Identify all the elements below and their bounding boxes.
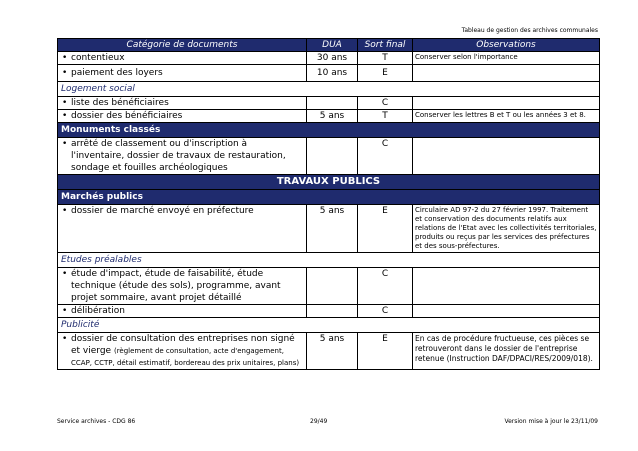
row-sort: C	[358, 138, 413, 175]
section-title: Logement social	[58, 82, 600, 97]
row-sort: C	[358, 305, 413, 318]
chapter-row	[58, 175, 600, 190]
row-sort: T	[358, 52, 413, 65]
row-observation	[413, 305, 600, 318]
row-text: délibération	[71, 306, 125, 316]
row-sort: T	[358, 110, 413, 123]
footer-right: Version mise à jour le 23/11/09	[504, 418, 598, 425]
row-observation	[413, 138, 600, 175]
row-dua: 5 ans	[307, 110, 358, 123]
col-header-category: Catégorie de documents	[58, 39, 307, 52]
section-title: Monuments classés	[58, 123, 600, 138]
section-row	[58, 318, 600, 333]
row-observation	[413, 268, 600, 305]
chapter-title: TRAVAUX PUBLICS	[58, 175, 600, 190]
row-observation	[413, 65, 600, 82]
section-row	[58, 82, 600, 97]
row-sort: E	[358, 205, 413, 253]
row-dua	[307, 305, 358, 318]
row-dua	[307, 138, 358, 175]
row-dua	[307, 97, 358, 110]
section-row	[58, 190, 600, 205]
col-header-observations: Observations	[413, 39, 600, 52]
section-row	[58, 253, 600, 268]
table-row: • contentieux 30 ans T Conserver selon l'importance	[58, 52, 600, 65]
row-sort: E	[358, 333, 413, 370]
table-row: • délibération C	[58, 305, 600, 318]
row-dua: 10 ans	[307, 65, 358, 82]
section-row	[58, 123, 600, 138]
row-sort: C	[358, 268, 413, 305]
row-observation: Conserver les lettres B et T ou les années 3 et 8.	[413, 110, 600, 123]
table-row: • dossier de consultation des entreprises non signé et vierge (règlement de consultation, acte d'engagement, CCAP, CCTP, détail estimatif, bordereau des prix unitaires, plans) 5 ans E En cas de procédure fructueuse, ces pièces se retrouveront dans le dossier de l'entreprise retenue (Instruction DAF/DPACI/RES/2009/018).	[58, 333, 600, 370]
archive-table-container	[57, 38, 599, 370]
row-text: dossier des bénéficiaires	[71, 111, 183, 121]
table-row: • dossier de marché envoyé en préfecture 5 ans E Circulaire AD 97-2 du 27 février 1997. Traitement et conservation des documents relatifs aux relations de l'Etat avec les collectivités territoriales, produits ou reçus par les services des préfectures et des sous-préfectures.	[58, 205, 600, 253]
row-observation: En cas de procédure fructueuse, ces pièces se retrouveront dans le dossier de l'entreprise retenue (Instruction DAF/DPACI/RES/2009/018).	[413, 333, 600, 370]
row-sort: C	[358, 97, 413, 110]
row-text: arrêté de classement ou d'inscription à l'inventaire, dossier de travaux de restauration, sondage et fouilles archéologiques	[71, 139, 286, 173]
row-observation	[413, 97, 600, 110]
row-text-detail: (règlement de consultation, acte d'engagement, CCAP, CCTP, détail estimatif, bordereau des prix unitaires, plans)	[71, 347, 300, 367]
col-header-sort: Sort final	[358, 39, 413, 52]
row-text: contentieux	[71, 53, 125, 63]
table-header-row	[58, 39, 600, 52]
row-text: dossier de consultation des entreprises non signé et vierge	[71, 334, 295, 356]
page-header-title: Tableau de gestion des archives communales	[461, 27, 598, 34]
section-title: Etudes préalables	[58, 253, 600, 268]
row-sort: E	[358, 65, 413, 82]
footer-page-number: 29/49	[310, 418, 328, 425]
row-observation: Circulaire AD 97-2 du 27 février 1997. Traitement et conservation des documents relatifs aux relations de l'Etat avec les collectivités territoriales, produits ou reçus par les services des préfectures et des sous-préfectures.	[413, 205, 600, 253]
table-row: • arrêté de classement ou d'inscription à l'inventaire, dossier de travaux de restauration, sondage et fouilles archéologiques C	[58, 138, 600, 175]
row-dua	[307, 268, 358, 305]
section-title: Publicité	[58, 318, 600, 333]
row-dua: 30 ans	[307, 52, 358, 65]
row-text: étude d'impact, étude de faisabilité, étude technique (étude des sols), programme, avant projet sommaire, avant projet détaillé	[71, 269, 281, 303]
footer-left: Service archives - CDG 86	[57, 418, 136, 425]
row-text: dossier de marché envoyé en préfecture	[71, 206, 254, 216]
section-title: Marchés publics	[58, 190, 600, 205]
row-dua: 5 ans	[307, 333, 358, 370]
row-text: paiement des loyers	[71, 68, 163, 78]
table-row: • dossier des bénéficiaires 5 ans T Conserver les lettres B et T ou les années 3 et 8.	[58, 110, 600, 123]
col-header-dua: DUA	[307, 39, 358, 52]
row-observation: Conserver selon l'importance	[413, 52, 600, 65]
table-row: • paiement des loyers 10 ans E	[58, 65, 600, 82]
archive-table	[57, 38, 600, 370]
row-dua: 5 ans	[307, 205, 358, 253]
table-row: • liste des bénéficiaires C	[58, 97, 600, 110]
table-row: • étude d'impact, étude de faisabilité, étude technique (étude des sols), programme, avant projet sommaire, avant projet détaillé C	[58, 268, 600, 305]
row-text: liste des bénéficiaires	[71, 98, 169, 108]
